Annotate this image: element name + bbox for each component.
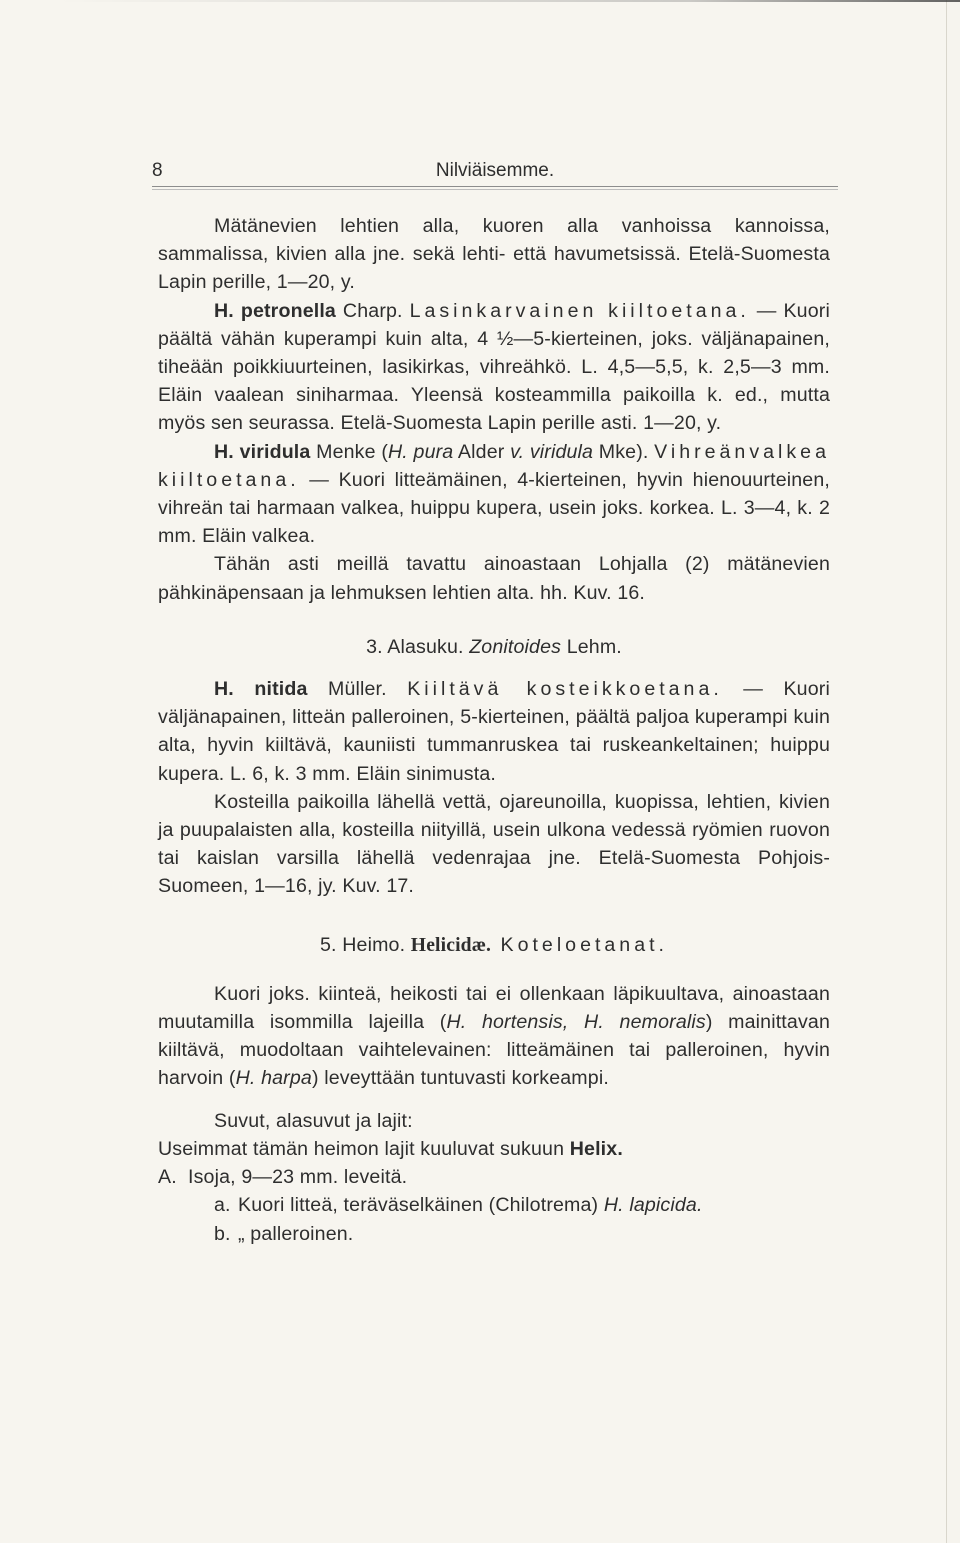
family-text: Kuori joks. kiinteä, heikosti tai ei ollenkaan läpikuultava, ainoastaan muutamilla isommilla lajeilla ( (158, 982, 830, 1034)
key-line-b (158, 1220, 830, 1248)
species-name: viridula (239, 440, 311, 463)
species-author: Müller. (327, 678, 387, 701)
page-number: 8 (152, 160, 163, 181)
species-entry-nitida (158, 675, 830, 788)
key-text: Kuori litteä, teräväselkäinen (Chilotrema) (238, 1194, 604, 1217)
species-author: Charp. (342, 299, 403, 322)
key-line-a (158, 1191, 830, 1219)
running-header (152, 158, 838, 184)
header-rule (152, 186, 838, 187)
header-rule-second (152, 189, 838, 190)
family-text: ) leveyttään tuntuvasti korkeampi. (311, 1067, 609, 1090)
species-name: nitida (254, 678, 308, 701)
key-text: „ palleroinen. (238, 1222, 354, 1245)
genus-abbrev: H. (214, 299, 234, 322)
key-line-A (158, 1163, 830, 1191)
key-label: A. (158, 1166, 177, 1189)
subgenus-heading (158, 633, 830, 661)
species-ref: H. harpa (235, 1067, 312, 1090)
species-entry-viridula (158, 438, 830, 551)
species-name: petronella (240, 299, 336, 322)
species-description: — Kuori väljänapainen, litteän palleroinen, 5-kierteinen, päältä paljoa kuperampi kuin alta, hyvin kiiltävä, kauniisti tummanruskea tai ruskeankeltainen; huippu kupera. L. 6, k. 3 mm. Eläin sinimusta. (158, 678, 830, 785)
species-distribution-nitida: Kosteilla paikoilla lähellä vettä, ojareunoilla, kuopissa, lehtien, kivien ja puupalaisten alla, kosteilla niityillä, usein ulkona vedessä ryömien ruovon tai kaislan varsilla lähellä vedenrajaa jne. Etelä-Suomesta Pohjois-Suomeen, 1—16, jy. Kuv. 17. (158, 790, 830, 898)
family-description (158, 980, 830, 1093)
spacer (158, 901, 830, 931)
spacer (158, 661, 830, 675)
species-description: — Kuori päältä vähän kuperampi kuin alta, 4 ½—5-kierteinen, joks. väljänapainen, tiheään poikkiuurteinen, lasikirkas, vihreähkö. L. 4,5—5,5, k. 2,5—3 mm. Eläin vaalean siniharmaa. Yleensä kosteammilla paikoilla k. ed., mutta myös sen seurassa. Etelä-Suomesta Lapin perille asti. 1—20, y. (158, 299, 830, 435)
running-title: Nilviäisemme. (435, 160, 555, 181)
spacer (158, 1093, 830, 1107)
key-label: b. (214, 1222, 231, 1245)
family-text: ) mainittavan kiiltävä, muodoltaan vaihtelevainen: litteämäinen tai palleroinen, hyvin harvoin ( (158, 1011, 830, 1090)
common-name: Kiiltävä kosteikkoetana. (407, 678, 723, 701)
paragraph-habitat: Mätänevien lehtien alla, kuoren alla vanhoissa kannoissa, sammalissa, kivien alla jne. sekä lehti- että havumetsissä. Etelä-Suomesta Lapin perille, 1—20, y. (158, 215, 830, 294)
genus-name: Helix. (569, 1137, 623, 1160)
family-heading (158, 931, 830, 960)
key-species: H. lapicida. (603, 1194, 703, 1217)
scan-edge-line (60, 0, 960, 2)
subgenus-number: 3. Alasuku. (366, 635, 470, 658)
species-refs: H. hortensis, H. nemoralis (446, 1011, 706, 1034)
subgenus-name: Zonitoides (469, 635, 562, 658)
species-entry-petronella (158, 297, 830, 438)
common-name: Lasinkarvainen kiiltoetana. (409, 299, 750, 322)
family-common-name: Koteloetanat. (491, 933, 668, 956)
key-label: a. (214, 1194, 231, 1217)
key-text: Isoja, 9—23 mm. leveitä. (188, 1166, 408, 1189)
key-intro-text: Useimmat tämän heimon lajit kuuluvat sukuun (158, 1137, 570, 1160)
variety-author: Mke). (593, 440, 649, 463)
species-distribution-viridula: Tähän asti meillä tavattu ainoastaan Lohjalla (2) mätänevien pähkinäpensaan ja lehmuksen lehtien alta. hh. Kuv. 16. (158, 553, 830, 604)
species-description: — Kuori litteämäinen, 4-kierteinen, hyvin hienouurteinen, vihreän tai harmaan valkea, huippu kupera, usein joks. korkea. L. 3—4, k. 2 mm. Eläin valkea. (158, 468, 830, 548)
common-name: Vihreänvalkea kiiltoetana. (158, 440, 830, 491)
genus-abbrev: H. (214, 678, 234, 701)
synonym-author: Alder (453, 440, 511, 463)
spacer (158, 960, 830, 980)
key-heading: Suvut, alasuvut ja lajit: (214, 1109, 413, 1132)
species-author: Menke ( (316, 440, 388, 463)
family-number: 5. Heimo. (320, 933, 411, 956)
body-text (158, 212, 830, 1248)
variety-name: v. viridula (510, 440, 594, 463)
spacer (158, 607, 830, 633)
synonym: H. pura (388, 440, 454, 463)
genus-abbrev: H. (214, 440, 234, 463)
family-name: Helicidæ. (410, 934, 492, 956)
subgenus-author: Lehm. (561, 635, 622, 658)
key-intro (158, 1135, 830, 1163)
